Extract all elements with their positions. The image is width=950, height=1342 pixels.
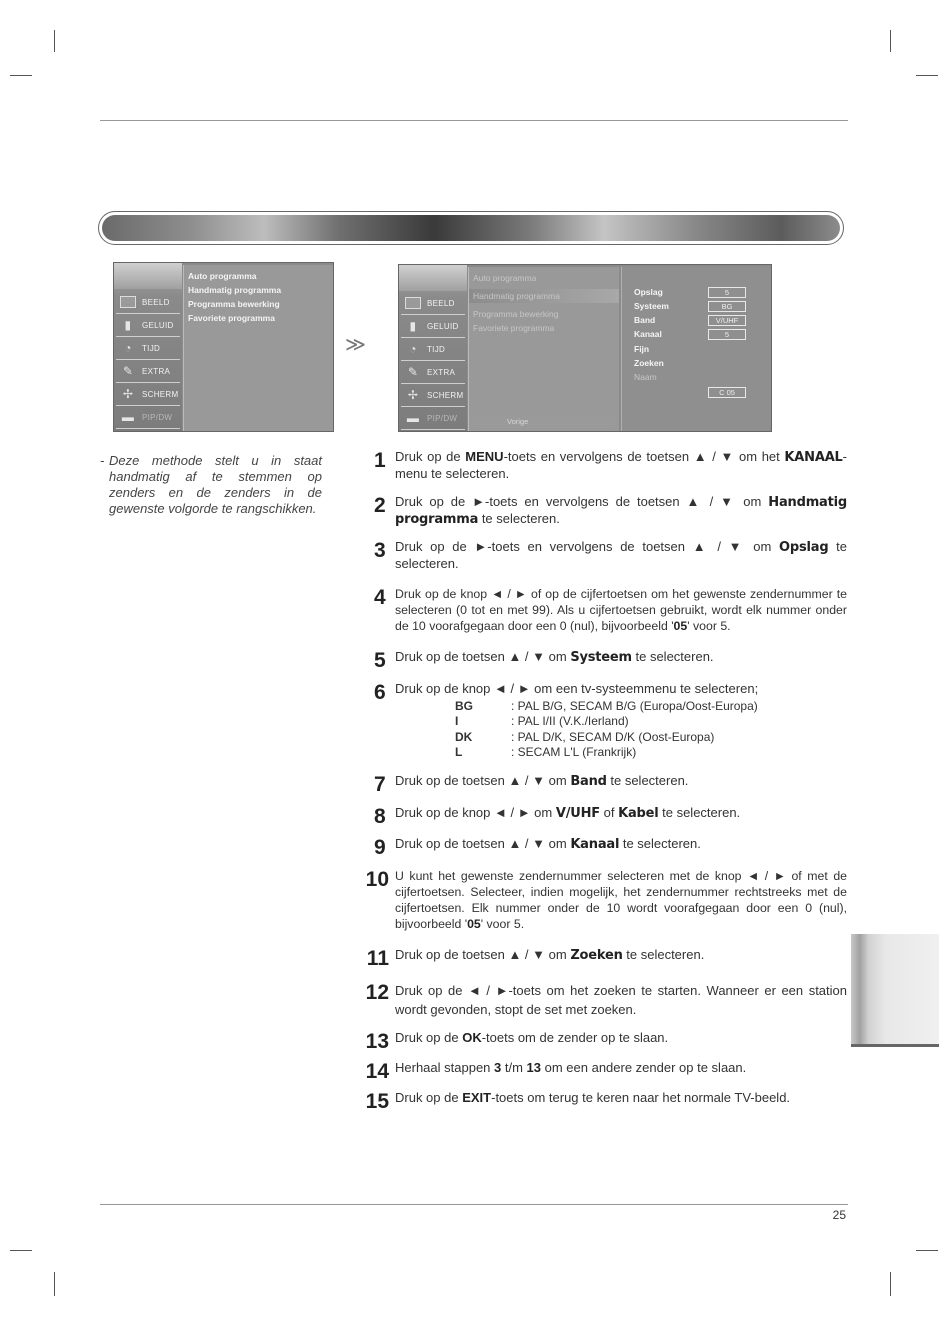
setting-fijn-label: Fijn bbox=[634, 344, 650, 354]
nav-beeld: BEELD bbox=[401, 292, 465, 315]
chapter-tab bbox=[851, 934, 939, 1047]
nav-scherm: ✢ SCHERM bbox=[401, 384, 465, 407]
setting-band-value: V/UHF bbox=[708, 315, 746, 326]
setting-opslag-label: Opslag bbox=[634, 287, 663, 297]
nav-geluid: ▮ GELUID bbox=[116, 314, 180, 337]
sound-icon: ▮ bbox=[124, 318, 132, 332]
step-11: 11 Druk op de toetsen ▲ / ▼ om Zoeken te selecteren. bbox=[366, 947, 705, 970]
step-2: 2 Druk op de ►-toets en vervolgens de toetsen ▲ / ▼ om Handmatig programma te selecteren. bbox=[374, 494, 847, 527]
system-row: BG : PAL B/G, SECAM B/G (Europa/Oost-Europa) bbox=[455, 698, 758, 713]
step-8: 8 Druk op de knop ◄ / ► om V/UHF of Kabel te selecteren. bbox=[374, 805, 741, 828]
manual-settings-panel bbox=[621, 267, 772, 431]
step-12: 12 Druk op de ◄ / ►-toets om het zoeken te starten. Wanneer er een station wordt gevonden, stopt de set met zoeken. bbox=[365, 981, 847, 1017]
crop-mark bbox=[10, 75, 32, 76]
menu-item-auto: Auto programma bbox=[188, 271, 257, 281]
setting-naam-label: Naam bbox=[634, 372, 657, 382]
screen-icon: ✢ bbox=[407, 388, 419, 402]
setting-kanaal-value: 5 bbox=[708, 329, 746, 340]
step-7: 7 Druk op de toetsen ▲ / ▼ om Band te selecteren. bbox=[374, 773, 689, 796]
menu-item-handmatig: Handmatig programma bbox=[469, 289, 619, 303]
crop-mark bbox=[916, 75, 938, 76]
setting-zoeken-label: Zoeken bbox=[634, 358, 664, 368]
wrench-icon: ✎ bbox=[122, 364, 134, 378]
step-13: 13 Druk op de OK-toets om de zender op te slaan. bbox=[365, 1030, 669, 1053]
menu-item-favoriete: Favoriete programma bbox=[188, 313, 275, 323]
step-5: 5 Druk op de toetsen ▲ / ▼ om Systeem te selecteren. bbox=[374, 649, 714, 672]
system-row: DK : PAL D/K, SECAM D/K (Oost-Europa) bbox=[455, 729, 715, 744]
nav-extra: ✎ EXTRA bbox=[401, 361, 465, 384]
tv-menu-screenshot-1 bbox=[113, 262, 334, 432]
system-row: L : SECAM L'L (Frankrijk) bbox=[455, 745, 637, 759]
setting-systeem-value: BG bbox=[708, 301, 746, 312]
wrench-icon: ✎ bbox=[407, 365, 419, 379]
crop-mark bbox=[890, 30, 891, 52]
setting-band-label: Band bbox=[634, 315, 656, 325]
crop-mark bbox=[890, 1272, 891, 1296]
page-number: 25 bbox=[832, 1208, 846, 1222]
footer-rule bbox=[100, 1204, 848, 1205]
step-15: 15 Druk op de EXIT-toets om terug te keren naar het normale TV-beeld. bbox=[365, 1090, 791, 1113]
channel-menu-list bbox=[183, 265, 334, 432]
step-1: 1 Druk op de MENU-toets en vervolgens de toetsen ▲ / ▼ om het KANAAL-menu te selecteren. bbox=[374, 449, 847, 481]
nav-extra: ✎ EXTRA bbox=[116, 360, 180, 383]
setting-opslag-value: 5 bbox=[708, 287, 746, 298]
step-10: 10 U kunt het gewenste zendernummer selecteren met de knop ◄ / ► of met de cijfertoetsen. Selecteer, indien mogelijk, het zendernummer rechtstreeks met de cijfertoetsen. Elk nummer onder de 10 wordt voorafgegaan door een 0 (nul), bijvoorbeeld '05' voor 5. bbox=[365, 868, 847, 931]
nav-tijd: ◔ TIJD bbox=[401, 338, 465, 361]
setting-systeem-label: Systeem bbox=[634, 301, 669, 311]
setting-kanaal-label: Kanaal bbox=[634, 329, 662, 339]
step-14: 14 Herhaal stappen 3 t/m 13 om een andere zender op te slaan. bbox=[365, 1060, 747, 1083]
tv-system-table bbox=[455, 699, 847, 761]
pip-icon: ▬ bbox=[121, 410, 135, 424]
menu-item-handmatig: Handmatig programma bbox=[188, 285, 282, 295]
tv-menu-screenshot-2 bbox=[398, 264, 772, 432]
picture-icon bbox=[120, 296, 136, 308]
side-note-text: Deze methode stelt u in staat handmatig af te stemmen op zenders en de zenders in de gewenste volgorde te rangschikken. bbox=[109, 453, 322, 516]
nav-pipdw: ▬ PIP/DW bbox=[401, 407, 465, 430]
step-4: 4 Druk op de knop ◄ / ► of op de cijfertoetsen om het gewenste zendernummer te selecteren (0 tot en met 99). Als u cijfertoetsen gebruikt, wordt elk nummer onder de 10 voorafgegaan door een 0 (nul), bijvoorbeeld '05' voor 5. bbox=[374, 586, 847, 633]
pip-icon: ▬ bbox=[406, 411, 420, 425]
step-6: 6 Druk op de knop ◄ / ► om een tv-systeemmenu te selecteren; BG : PAL B/G, SECAM B/G (Europa/Oost-Europa) I : PAL I/II (V.K./Ierland) DK : PAL D/K, SECAM D/K (Oost-Europa) L : SECAM L'L (Frankrijk) bbox=[361, 681, 847, 761]
nav-tijd: ◔ TIJD bbox=[116, 337, 180, 360]
nav-scherm: ✢ SCHERM bbox=[116, 383, 180, 406]
crop-mark bbox=[10, 1250, 32, 1251]
nav-pipdw: ▬ PIP/DW bbox=[116, 406, 180, 429]
menu-item-bewerking: Programma bewerking bbox=[188, 299, 280, 309]
sound-icon: ▮ bbox=[409, 319, 417, 333]
crop-mark bbox=[54, 30, 55, 52]
nav-geluid: ▮ GELUID bbox=[401, 315, 465, 338]
step-9: 9 Druk op de toetsen ▲ / ▼ om Kanaal te selecteren. bbox=[374, 836, 701, 859]
step-3: 3 Druk op de ►-toets en vervolgens de toetsen ▲ / ▼ om Opslag te selecteren. bbox=[374, 539, 847, 571]
nav-beeld: BEELD bbox=[116, 291, 180, 314]
crop-mark bbox=[54, 1272, 55, 1296]
header-rule bbox=[100, 120, 848, 121]
section-banner bbox=[98, 211, 844, 245]
clock-icon: ◔ bbox=[409, 342, 417, 356]
channel-menu-list bbox=[468, 267, 619, 432]
back-button: Vorige bbox=[469, 416, 617, 428]
clock-icon: ◔ bbox=[124, 341, 132, 355]
crop-mark bbox=[916, 1250, 938, 1251]
next-arrow: ≫ bbox=[345, 334, 366, 356]
menu-item-favoriete: Favoriete programma bbox=[473, 323, 555, 333]
menu-item-auto: Auto programma bbox=[473, 273, 537, 283]
picture-icon bbox=[405, 297, 421, 309]
menu-item-bewerking: Programma bewerking bbox=[473, 309, 559, 319]
side-note: - Deze methode stelt u in staat handmatig af te stemmen op zenders en de zenders in de gewenste volgorde te rangschikken. bbox=[100, 453, 322, 516]
system-row: I : PAL I/II (V.K./Ierland) bbox=[455, 714, 629, 728]
setting-naam-value: C 05 bbox=[708, 387, 746, 398]
screen-icon: ✢ bbox=[122, 387, 134, 401]
